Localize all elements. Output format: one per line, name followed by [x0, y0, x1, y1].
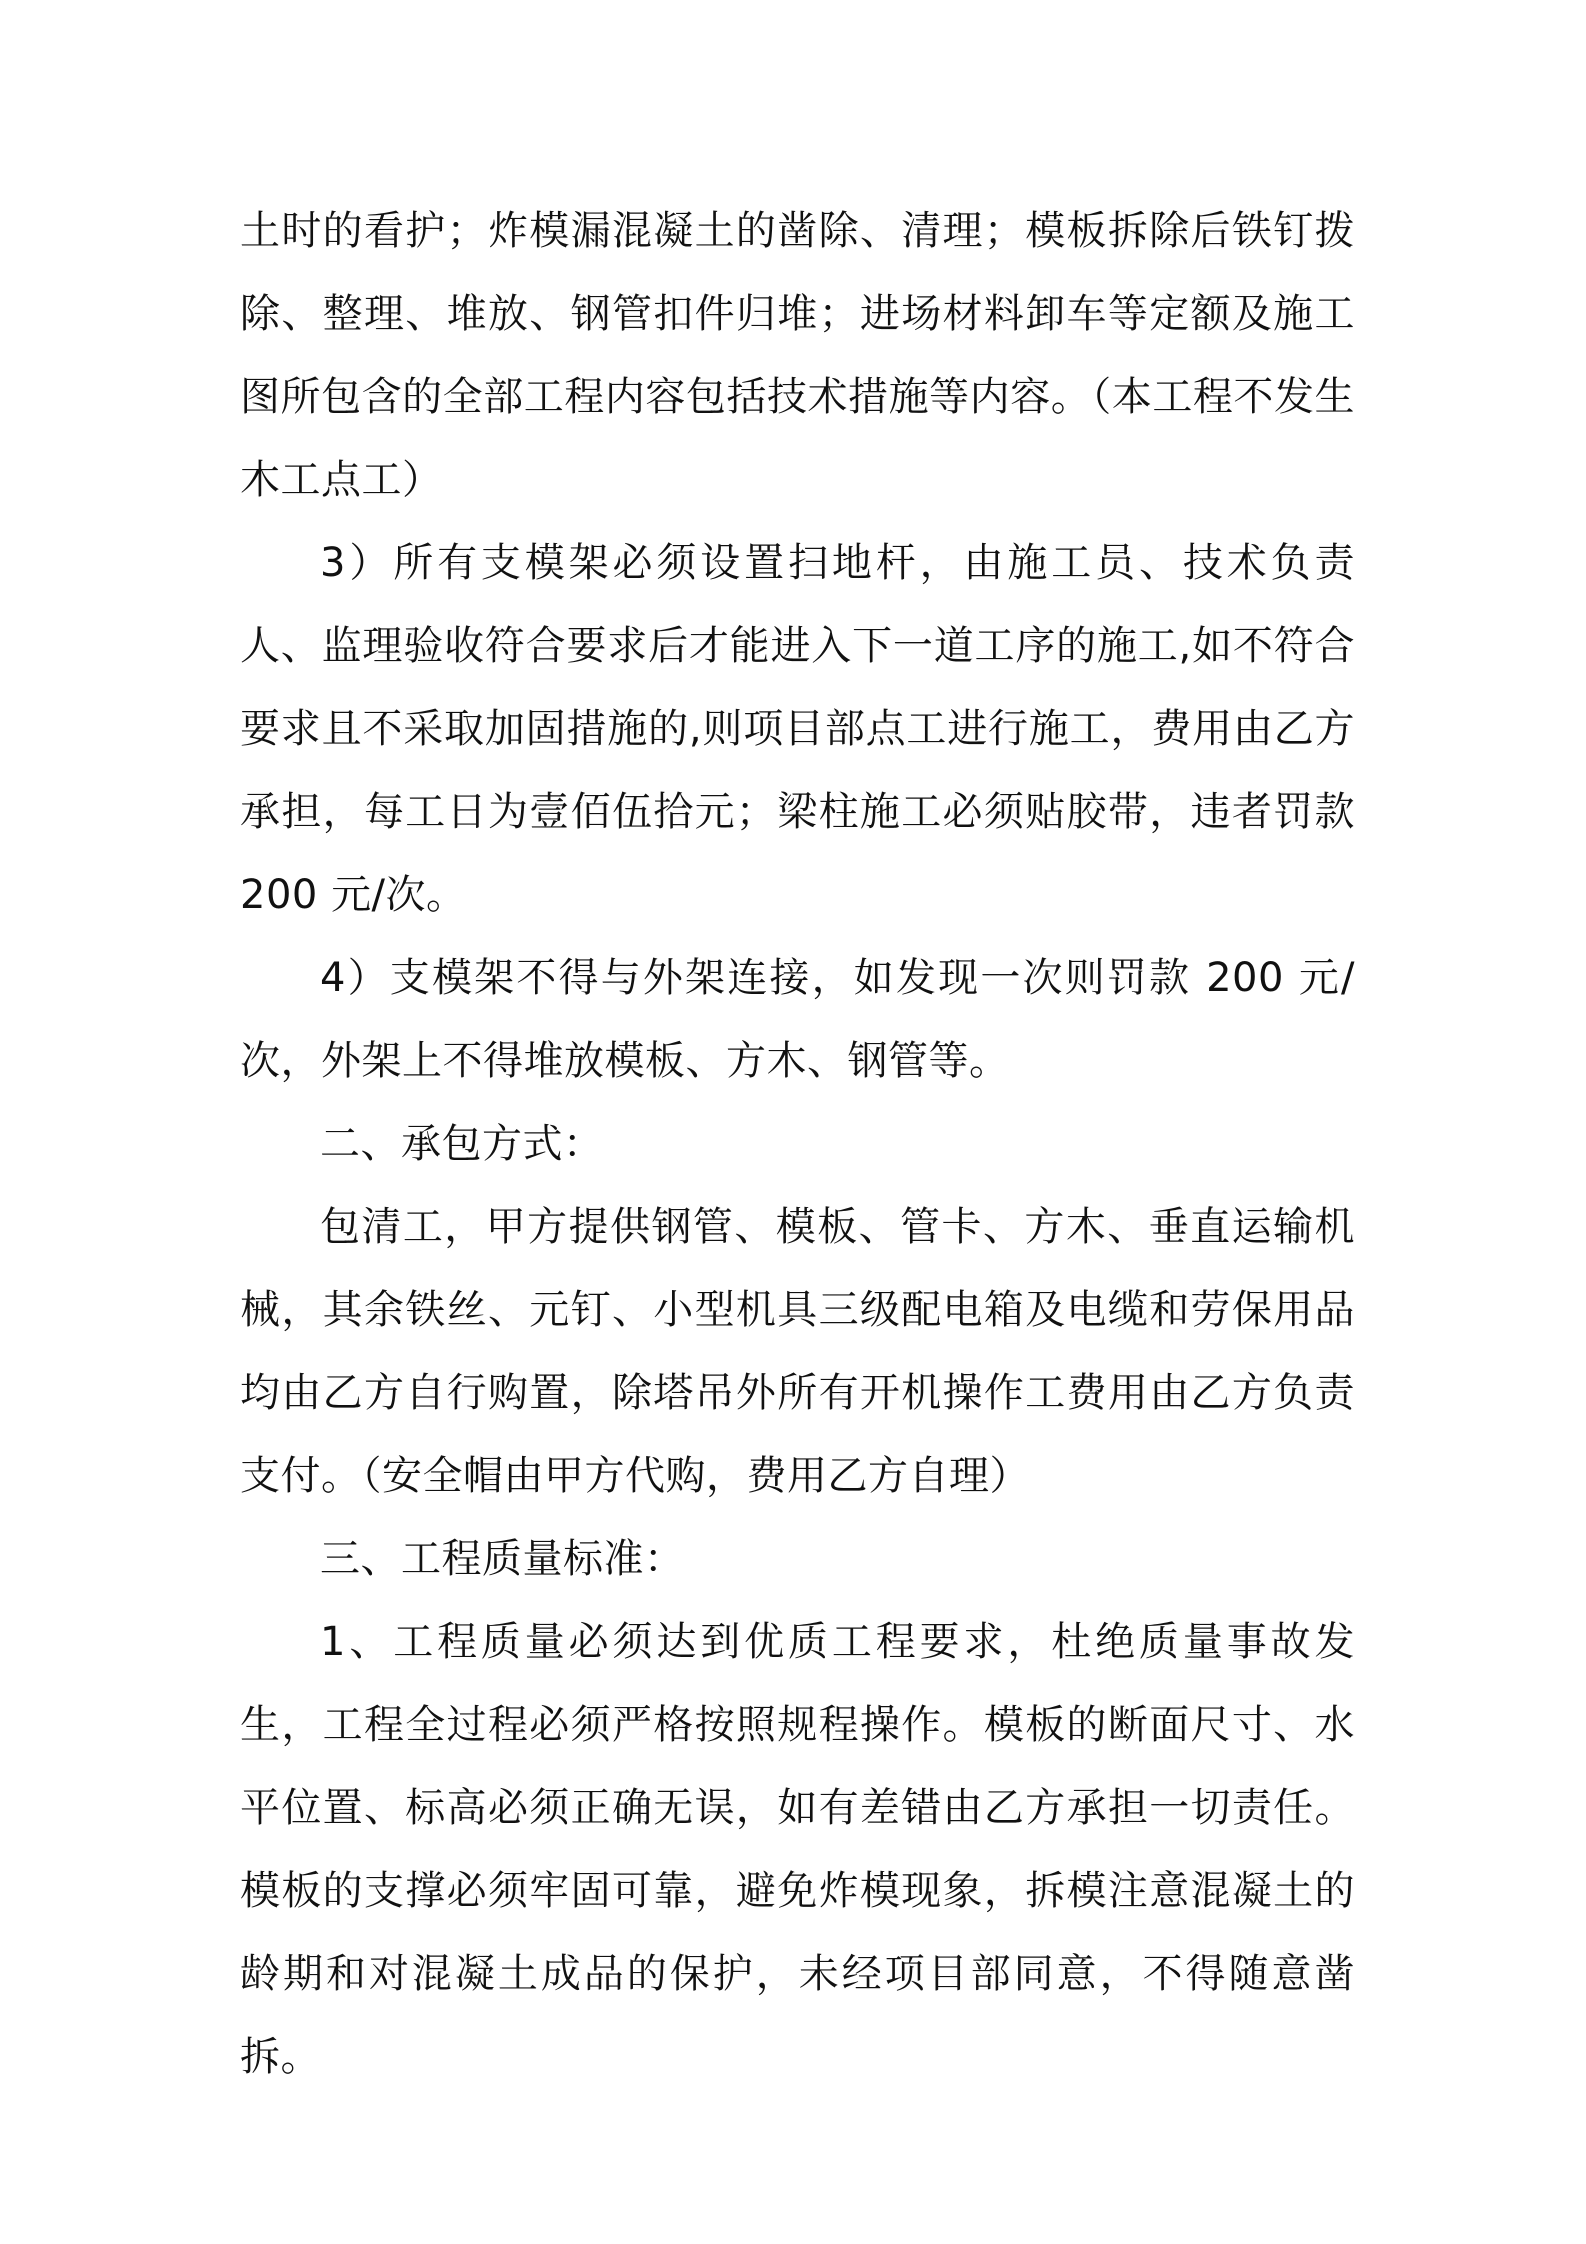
paragraph-item-4: 4）支模架不得与外架连接，如发现一次则罚款 200 元/次，外架上不得堆放模板、方木、钢管等。 — [240, 955, 1355, 1084]
section-heading-contract-method: 二、承包方式： — [320, 1121, 604, 1167]
section-heading-quality-standard: 三、工程质量标准： — [320, 1536, 685, 1582]
paragraph-contract-method: 包清工，甲方提供钢管、模板、管卡、方木、垂直运输机械，其余铁丝、元钉、小型机具三级配电箱及电缆和劳保用品均由乙方自行购置，除塔吊外所有开机操作工费用由乙方负责支付。（安全帽由甲方代购，费用乙方自理） — [240, 1204, 1355, 1499]
paragraph-item-3: 3）所有支模架必须设置扫地杆，由施工员、技术负责人、监理验收符合要求后才能进入下一道工序的施工,如不符合要求且不采取加固措施的,则项目部点工进行施工，费用由乙方承担，每工日为壹佰伍拾元；梁柱施工必须贴胶带，违者罚款 200 元/次。 — [240, 540, 1355, 918]
paragraph-quality-item-1: 1、工程质量必须达到优质工程要求，杜绝质量事故发生，工程全过程必须严格按照规程操作。模板的断面尺寸、水平位置、标高必须正确无误，如有差错由乙方承担一切责任。模板的支撑必须牢固可靠，避免炸模现象，拆模注意混凝土的龄期和对混凝土成品的保护，未经项目部同意，不得随意凿拆。 — [240, 1619, 1355, 2080]
document-body — [240, 190, 1355, 2099]
paragraph-continuation: 土时的看护；炸模漏混凝土的凿除、清理；模板拆除后铁钉拨除、整理、堆放、钢管扣件归堆；进场材料卸车等定额及施工图所包含的全部工程内容包括技术措施等内容。（本工程不发生木工点工） — [240, 208, 1355, 503]
